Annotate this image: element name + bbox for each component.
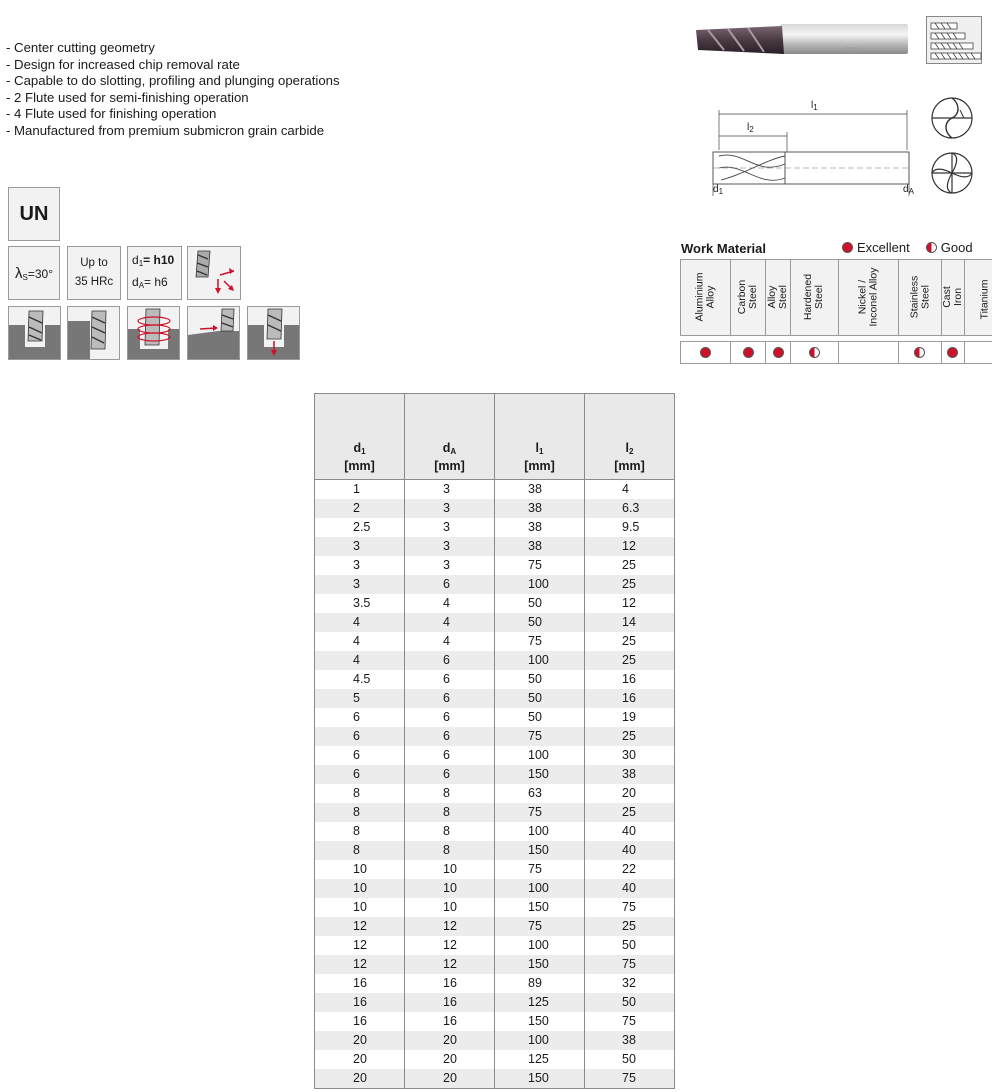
d1-label: $d_1$ xyxy=(713,184,724,196)
table-cell: 6 xyxy=(315,708,405,727)
table-cell: 75 xyxy=(495,727,585,746)
hardness-line2: 35 HRc xyxy=(74,276,114,288)
material-header: Hardened Steel xyxy=(791,260,838,336)
table-cell: 16 xyxy=(315,974,405,993)
table-cell: 75 xyxy=(495,917,585,936)
feature-item: - Center cutting geometry xyxy=(6,40,155,55)
feature-item: - 2 Flute used for semi-finishing operation xyxy=(6,89,249,105)
feature-item: - Capable to do slotting, profiling and plunging operations xyxy=(6,73,340,89)
table-cell: 3 xyxy=(315,537,405,556)
table-cell: 4 xyxy=(405,594,495,613)
feature-item: - Manufactured from premium submicron grain carbide xyxy=(6,122,325,138)
table-row xyxy=(315,784,675,803)
table-cell: 6 xyxy=(315,746,405,765)
hardness-box xyxy=(67,246,121,300)
work-material-table xyxy=(680,259,992,364)
tolerance-box xyxy=(127,246,182,300)
table-cell: 75 xyxy=(495,556,585,575)
table-cell: 38 xyxy=(495,537,585,556)
table-cell: 8 xyxy=(315,841,405,860)
table-cell: 6 xyxy=(405,746,495,765)
table-cell: 6 xyxy=(315,727,405,746)
table-cell: 1 xyxy=(315,480,405,500)
table-cell: 12 xyxy=(315,936,405,955)
four-flute-section-icon xyxy=(926,146,978,200)
table-cell: 8 xyxy=(405,822,495,841)
table-cell: 6 xyxy=(315,765,405,784)
table-cell: 40 xyxy=(585,822,675,841)
table-row xyxy=(315,1031,675,1050)
table-cell: 75 xyxy=(585,1012,675,1031)
table-cell: 50 xyxy=(495,594,585,613)
table-cell: 22 xyxy=(585,860,675,879)
table-cell: 89 xyxy=(495,974,585,993)
table-row xyxy=(315,575,675,594)
table-cell: 3 xyxy=(405,518,495,537)
column-header-da: $d_A$ [mm] xyxy=(405,394,495,480)
table-row xyxy=(315,936,675,955)
table-cell: 125 xyxy=(495,993,585,1012)
table-cell: 25 xyxy=(585,556,675,575)
tol-da-sub: A xyxy=(138,281,145,290)
table-row xyxy=(315,822,675,841)
table-cell: 6 xyxy=(405,651,495,670)
work-material-title: Work Material xyxy=(681,241,767,256)
table-cell: 75 xyxy=(585,1069,675,1089)
table-cell: 20 xyxy=(315,1031,405,1050)
hardness-line1: Up to xyxy=(80,257,108,269)
table-cell: 50 xyxy=(585,936,675,955)
table-row xyxy=(315,537,675,556)
material-header: Aluminium Alloy xyxy=(681,260,731,336)
table-cell: 20 xyxy=(315,1050,405,1069)
material-rating-cell xyxy=(964,342,992,364)
table-cell: 3 xyxy=(405,499,495,518)
tol-da-value: = h6 xyxy=(144,275,168,289)
flute-length-legend-icon xyxy=(926,16,982,64)
table-cell: 12 xyxy=(585,537,675,556)
table-cell: 150 xyxy=(495,765,585,784)
excellent-dot-icon xyxy=(842,242,853,253)
dimensions-table xyxy=(314,393,675,1089)
tol-d1-sub: 1 xyxy=(138,259,144,268)
table-cell: 10 xyxy=(315,860,405,879)
table-row xyxy=(315,1012,675,1031)
dimension-drawing xyxy=(705,100,920,200)
table-cell: 20 xyxy=(405,1050,495,1069)
table-row xyxy=(315,917,675,936)
profiling-operation-icon xyxy=(67,306,120,360)
material-rating-cell xyxy=(838,342,898,364)
table-cell: 40 xyxy=(585,879,675,898)
column-header-l1: $l_1$ [mm] xyxy=(495,394,585,480)
table-cell: 10 xyxy=(405,860,495,879)
table-cell: 16 xyxy=(405,974,495,993)
table-cell: 16 xyxy=(585,689,675,708)
table-cell: 75 xyxy=(495,803,585,822)
table-row xyxy=(315,993,675,1012)
table-cell: 10 xyxy=(405,879,495,898)
table-cell: 125 xyxy=(495,1050,585,1069)
table-row xyxy=(315,727,675,746)
feature-item: - Design for increased chip removal rate xyxy=(6,56,240,72)
table-row xyxy=(315,632,675,651)
table-cell: 38 xyxy=(585,1031,675,1050)
table-cell: 150 xyxy=(495,841,585,860)
table-cell: 100 xyxy=(495,1031,585,1050)
table-cell: 4 xyxy=(585,480,675,500)
helix-angle-box xyxy=(8,246,60,300)
table-row xyxy=(315,974,675,993)
table-cell: 8 xyxy=(315,784,405,803)
table-cell: 32 xyxy=(585,974,675,993)
table-row xyxy=(315,499,675,518)
table-cell: 100 xyxy=(495,651,585,670)
legend-good: Good xyxy=(940,240,973,255)
excellent-dot-icon xyxy=(773,347,784,358)
table-row xyxy=(315,860,675,879)
table-cell: 9.5 xyxy=(585,518,675,537)
table-row xyxy=(315,841,675,860)
table-cell: 40 xyxy=(585,841,675,860)
table-row xyxy=(315,613,675,632)
table-cell: 25 xyxy=(585,632,675,651)
table-cell: 25 xyxy=(585,651,675,670)
table-row xyxy=(315,594,675,613)
table-cell: 75 xyxy=(495,632,585,651)
helix-sub: S xyxy=(22,272,28,282)
table-cell: 4 xyxy=(315,613,405,632)
table-row xyxy=(315,689,675,708)
table-cell: 75 xyxy=(495,860,585,879)
table-cell: 4 xyxy=(405,613,495,632)
table-cell: 100 xyxy=(495,746,585,765)
table-cell: 12 xyxy=(585,594,675,613)
helical-interpolation-icon xyxy=(127,306,180,360)
helix-symbol: λ xyxy=(15,264,23,282)
table-cell: 19 xyxy=(585,708,675,727)
table-cell: 50 xyxy=(585,1050,675,1069)
table-cell: 50 xyxy=(495,613,585,632)
table-cell: 6 xyxy=(405,765,495,784)
table-cell: 4.5 xyxy=(315,670,405,689)
feature-item: - 4 Flute used for finishing operation xyxy=(6,106,217,122)
table-row xyxy=(315,1050,675,1069)
table-cell: 63 xyxy=(495,784,585,803)
table-cell: 38 xyxy=(495,499,585,518)
plunging-operation-icon xyxy=(247,306,300,360)
table-cell: 25 xyxy=(585,803,675,822)
table-cell: 30 xyxy=(585,746,675,765)
table-cell: 20 xyxy=(405,1031,495,1050)
table-cell: 16 xyxy=(315,993,405,1012)
table-cell: 50 xyxy=(495,689,585,708)
ramping-operation-icon xyxy=(187,306,240,360)
l1-label: $l_1$ xyxy=(811,100,818,112)
table-cell: 50 xyxy=(495,670,585,689)
table-cell: 2 xyxy=(315,499,405,518)
material-rating-cell xyxy=(681,342,731,364)
table-cell: 8 xyxy=(405,803,495,822)
table-cell: 25 xyxy=(585,575,675,594)
column-header-d1: $d_1$ [mm] xyxy=(315,394,405,480)
slotting-operation-icon xyxy=(8,306,61,360)
series-code-badge: UN xyxy=(8,187,60,241)
table-cell: 20 xyxy=(585,784,675,803)
table-row xyxy=(315,746,675,765)
table-row xyxy=(315,556,675,575)
rating-legend xyxy=(842,240,973,255)
table-cell: 150 xyxy=(495,955,585,974)
table-cell: 50 xyxy=(495,708,585,727)
good-dot-icon xyxy=(809,347,820,358)
table-cell: 20 xyxy=(315,1069,405,1089)
table-cell: 16 xyxy=(405,1012,495,1031)
legend-excellent: Excellent xyxy=(857,240,910,255)
table-row xyxy=(315,651,675,670)
table-cell: 12 xyxy=(405,955,495,974)
table-cell: 100 xyxy=(495,879,585,898)
table-cell: 20 xyxy=(405,1069,495,1089)
table-cell: 8 xyxy=(315,822,405,841)
excellent-dot-icon xyxy=(700,347,711,358)
table-row xyxy=(315,803,675,822)
table-cell: 100 xyxy=(495,575,585,594)
material-header: Nickel / Inconel Alloy xyxy=(838,260,898,336)
table-cell: 25 xyxy=(585,917,675,936)
table-cell: 8 xyxy=(405,784,495,803)
table-row xyxy=(315,898,675,917)
table-cell: 14 xyxy=(585,613,675,632)
table-cell: 150 xyxy=(495,1012,585,1031)
table-cell: 25 xyxy=(585,727,675,746)
table-cell: 50 xyxy=(585,993,675,1012)
table-cell: 8 xyxy=(315,803,405,822)
table-cell: 38 xyxy=(495,480,585,500)
good-dot-icon xyxy=(926,242,937,253)
material-header: Cast Iron xyxy=(942,260,965,336)
table-cell: 3 xyxy=(405,556,495,575)
table-cell: 38 xyxy=(585,765,675,784)
table-cell: 12 xyxy=(405,936,495,955)
good-dot-icon xyxy=(914,347,925,358)
table-row xyxy=(315,879,675,898)
table-row xyxy=(315,708,675,727)
table-cell: 3 xyxy=(405,480,495,500)
table-row xyxy=(315,670,675,689)
table-row xyxy=(315,955,675,974)
table-cell: 4 xyxy=(315,651,405,670)
tol-da-symbol: d xyxy=(132,275,139,289)
excellent-dot-icon xyxy=(947,347,958,358)
table-row xyxy=(315,480,675,500)
l2-label: $l_2$ xyxy=(747,122,754,134)
table-cell: 12 xyxy=(315,955,405,974)
material-header: Alloy Steel xyxy=(766,260,791,336)
tol-d1-value: = h10 xyxy=(143,253,175,267)
table-cell: 3 xyxy=(405,537,495,556)
cutting-direction-icon xyxy=(187,246,241,300)
two-flute-section-icon xyxy=(926,92,978,144)
table-cell: 6 xyxy=(405,575,495,594)
material-rating-cell xyxy=(731,342,766,364)
table-cell: 6 xyxy=(405,689,495,708)
table-cell: 16 xyxy=(315,1012,405,1031)
table-cell: 2.5 xyxy=(315,518,405,537)
table-cell: 4 xyxy=(405,632,495,651)
table-cell: 8 xyxy=(405,841,495,860)
table-cell: 16 xyxy=(585,670,675,689)
table-cell: 75 xyxy=(585,955,675,974)
end-mill-photo xyxy=(694,18,910,60)
table-cell: 4 xyxy=(315,632,405,651)
excellent-dot-icon xyxy=(743,347,754,358)
table-cell: 6 xyxy=(405,670,495,689)
table-cell: 6 xyxy=(405,727,495,746)
feature-list xyxy=(6,40,340,140)
table-cell: 150 xyxy=(495,1069,585,1089)
table-cell: 16 xyxy=(405,993,495,1012)
helix-value: =30° xyxy=(27,266,53,281)
table-cell: 38 xyxy=(495,518,585,537)
tol-d1-symbol: d xyxy=(132,253,139,267)
material-header: Stainless Steel xyxy=(898,260,942,336)
table-cell: 100 xyxy=(495,936,585,955)
material-header: Titanium xyxy=(964,260,992,336)
table-cell: 12 xyxy=(315,917,405,936)
material-rating-cell xyxy=(942,342,965,364)
table-cell: 100 xyxy=(495,822,585,841)
table-row xyxy=(315,518,675,537)
table-cell: 150 xyxy=(495,898,585,917)
table-cell: 10 xyxy=(315,879,405,898)
table-cell: 6 xyxy=(405,708,495,727)
material-rating-cell xyxy=(766,342,791,364)
material-header: Carbon Steel xyxy=(731,260,766,336)
table-cell: 10 xyxy=(405,898,495,917)
material-rating-cell xyxy=(791,342,838,364)
table-row xyxy=(315,765,675,784)
table-cell: 5 xyxy=(315,689,405,708)
table-cell: 6.3 xyxy=(585,499,675,518)
table-cell: 12 xyxy=(405,917,495,936)
column-header-l2: $l_2$ [mm] xyxy=(585,394,675,480)
table-cell: 10 xyxy=(315,898,405,917)
da-label: $d_A$ xyxy=(903,184,914,196)
table-cell: 3.5 xyxy=(315,594,405,613)
material-rating-cell xyxy=(898,342,942,364)
table-cell: 3 xyxy=(315,575,405,594)
table-cell: 75 xyxy=(585,898,675,917)
table-row xyxy=(315,1069,675,1089)
table-cell: 3 xyxy=(315,556,405,575)
